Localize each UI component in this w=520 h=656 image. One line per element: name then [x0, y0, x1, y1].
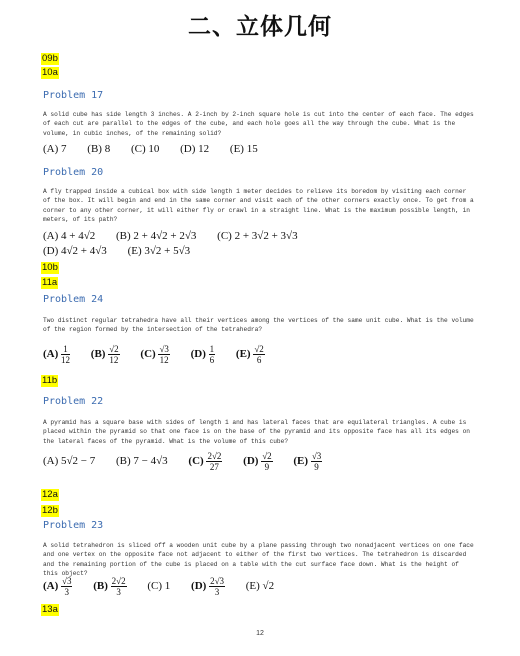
- problem-text: A solid cube has side length 3 inches. A 2-inch by 2-inch square hole is cut into the center of each face. The edges of each cut are parallel to the edges of the cube, and each hole goes all the way through the cube. What is the volume, in cubic inches, of the remaining solid?: [43, 111, 474, 137]
- section-tag: 11b: [42, 375, 58, 386]
- section-tag: 13a: [42, 604, 58, 615]
- section-tag: 12b: [42, 505, 58, 516]
- answer-choice: (D) $\frac{1}{6}$: [190, 344, 215, 365]
- answer-choice: (A) 5√2 − 7: [43, 455, 96, 468]
- section-tag: 12a: [42, 489, 58, 500]
- section-tag: 11a: [42, 277, 58, 288]
- answer-choices: [43, 576, 483, 597]
- page-title: 二、立体几何: [188, 14, 332, 40]
- problem-text: A fly trapped inside a cubical box with side length 1 meter decides to relieve its boredom by visiting each corner of the box. It will begin and end in the same corner and visit each of the other corners exactly once. To get from a corner to any other corner, it will either fly or crawl in a straight line. What is the maximum possible length, in meters, of its path?: [43, 188, 474, 224]
- answer-choice: (D) $\frac{2√3}{3}$: [191, 576, 225, 597]
- answer-choices-row-1: [43, 230, 483, 242]
- answer-choice: (C) 2 + 3√2 + 3√3: [217, 230, 298, 242]
- problem-title: Problem 20: [43, 167, 104, 178]
- answer-choice: (D) 4√2 + 4√3: [43, 245, 107, 257]
- answer-choice: (C) 1: [147, 580, 171, 593]
- answer-choice: (A) 4 + 4√2: [43, 230, 96, 242]
- answer-choice: (C) $\frac{2√2}{27}$: [188, 451, 222, 472]
- answer-choice: (B) 7 − 4√3: [116, 455, 168, 468]
- answer-choice: (E) $\frac{√3}{9}$: [293, 451, 322, 472]
- answer-choice: (B) 8: [87, 143, 111, 155]
- problem-title: Problem 17: [43, 90, 104, 101]
- answer-choice: (D) 12: [180, 143, 210, 155]
- answer-choice: (A) $\frac{√3}{3}$: [43, 576, 72, 597]
- answer-choices: [43, 451, 483, 472]
- problem-text: Two distinct regular tetrahedra have all their vertices among the vertices of the same unit cube. What is the volume of the region formed by the intersection of the tetrahedra?: [43, 317, 474, 334]
- section-tag: 10b: [42, 262, 58, 273]
- answer-choice: (E) √2: [245, 580, 275, 593]
- answer-choice: (A) 7: [43, 143, 67, 155]
- answer-choices: [43, 143, 483, 155]
- page-number: 12: [256, 630, 264, 637]
- section-tag: 09b: [42, 53, 58, 64]
- answer-choice: (B) $\frac{√2}{12}$: [90, 344, 119, 365]
- problem-title: Problem 24: [43, 294, 104, 305]
- answer-choices-row-2: [43, 245, 483, 257]
- problem-text: A solid tetrahedron is sliced off a wooden unit cube by a plane passing through two nonadjacent vertices on one face and one vertex on the opposite face not adjacent to either of the first two vertices. The tetrahedron is discarded and the remaining portion of the cube is placed on a table with the cut surface face down. What is the height of this object?: [43, 542, 474, 578]
- answer-choice: (B) $\frac{2√2}{3}$: [93, 576, 126, 597]
- problem-title: Problem 22: [43, 396, 104, 407]
- problem-text: A pyramid has a square base with sides of length 1 and has lateral faces that are equilateral triangles. A cube is placed within the pyramid so that one face is on the base of the pyramid and its opposite face has all its edges on the lateral faces of the pyramid. What is the volume of this cube?: [43, 419, 471, 445]
- answer-choice: (E) 15: [229, 143, 258, 155]
- section-tag: 10a: [42, 67, 58, 78]
- answer-choice: (B) 2 + 4√2 + 2√3: [116, 230, 197, 242]
- answer-choice: (C) $\frac{√3}{12}$: [140, 344, 169, 365]
- answer-choices: [43, 344, 483, 365]
- problem-title: Problem 23: [43, 520, 104, 531]
- answer-choice: (E) 3√2 + 5√3: [127, 245, 191, 257]
- answer-choice: (A) $\frac{1}{12}$: [43, 344, 71, 365]
- answer-choice: (D) $\frac{√2}{9}$: [243, 451, 272, 472]
- answer-choice: (C) 10: [130, 143, 160, 155]
- answer-choice: (E) $\frac{√2}{6}$: [235, 344, 264, 365]
